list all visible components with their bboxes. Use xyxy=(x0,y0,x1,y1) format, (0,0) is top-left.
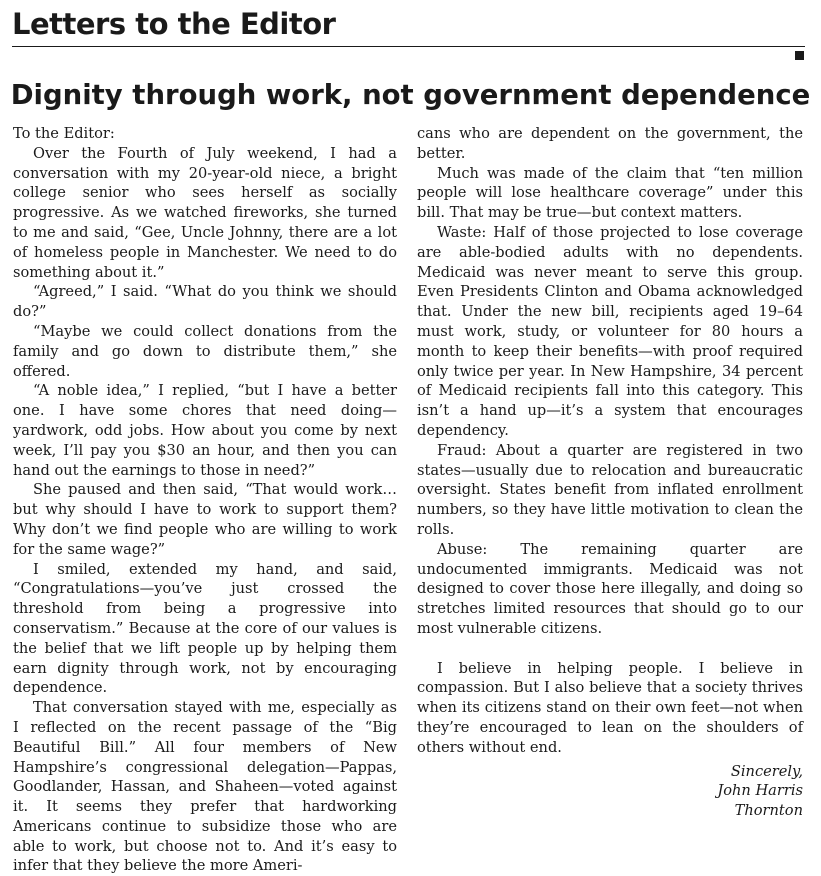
salutation: To the Editor: xyxy=(13,125,115,142)
signoff xyxy=(417,762,803,821)
continued-paragraph: cans who are dependent on the government, the better. xyxy=(417,125,803,162)
body-paragraph: “A noble idea,” I replied, “but I have a better one. I have some chores that need doing—yardwork, odd jobs. How about you come by next week, I’ll pay you $30 an hour, and then you can hand out the earnings to those in need?” xyxy=(13,382,397,479)
body-paragraph: I smiled, extended my hand, and said, “Congratulations—you’ve just crossed the threshold from being a progressive into conservatism.” Because at the core of our values is the belief that we lift people up by helping them earn dignity through work, not by encouraging dependence. xyxy=(13,560,397,697)
signoff-name: John Harris xyxy=(717,782,803,800)
body-paragraph: “Maybe we could collect donations from the family and go down to distribute them,” she offered. xyxy=(13,322,397,380)
signoff-town: Thornton xyxy=(734,802,803,820)
letter-headline: Dignity through work, not government dependence xyxy=(10,79,811,111)
body-paragraph: That conversation stayed with me, especially as I reflected on the recent passage of the “Big Beautiful Bill.” All four members of New Hampshire’s congressional delegation—Pappas, Goodlander, Hassan, and Shaheen—voted against it. It seems they prefer that hardworking Americans continue to subsidize those who are able to work, but choose not to. And it’s easy to infer that they believe the more Ameri- xyxy=(13,699,397,875)
section-title: Letters to the Editor xyxy=(12,7,336,41)
body-paragraph: “Agreed,” I said. “What do you think we should do?” xyxy=(13,283,397,321)
section-marker-square xyxy=(795,51,804,60)
body-paragraph: Fraud: About a quarter are registered in two states—usually due to relocation and bureaucratic oversight. States benefit from inflated enrollment numbers, so they have little motivation to clean the rolls. xyxy=(417,441,803,538)
body-paragraph: Much was made of the claim that “ten million people will lose healthcare coverage” under this bill. That may be true—but context matters. xyxy=(417,164,803,222)
left-column xyxy=(13,124,397,876)
right-column xyxy=(417,124,803,821)
body-paragraph: Over the Fourth of July weekend, I had a conversation with my 20-year-old niece, a bright college senior who sees herself as socially progressive. As we watched fireworks, she turned to me and said, “Gee, Uncle Johnny, there are a lot of homeless people in Manchester. We need to do something about it.” xyxy=(13,144,397,281)
body-paragraph: She paused and then said, “That would work… but why should I have to work to support them? Why don’t we find people who are willing to work for the same wage?” xyxy=(13,481,397,558)
section-rule xyxy=(12,46,805,47)
body-paragraph: Abuse: The remaining quarter are undocumented immigrants. Medicaid was not designed to cover those here illegally, and doing so stretches limited resources that should go to our most vulnerable citizens. xyxy=(417,540,803,637)
body-paragraph: Waste: Half of those projected to lose coverage are able-bodied adults with no dependents. Medicaid was never meant to serve this group. Even Presidents Clinton and Obama acknowledged that. Under the new bill, recipients aged 19–64 must work, study, or volunteer for 80 hours a month to keep their benefits—with proof required only twice per year. In New Hampshire, 34 percent of Medicaid recipients fall into this category. This isn’t a hand up—it’s a system that encourages dependency. xyxy=(417,223,803,439)
closing-paragraph: I believe in helping people. I believe in compassion. But I also believe that a society thrives when its citizens stand on their own feet—not when they’re encouraged to lean on the shoulders of others without end. xyxy=(417,659,803,756)
signoff-closing: Sincerely, xyxy=(730,762,803,780)
